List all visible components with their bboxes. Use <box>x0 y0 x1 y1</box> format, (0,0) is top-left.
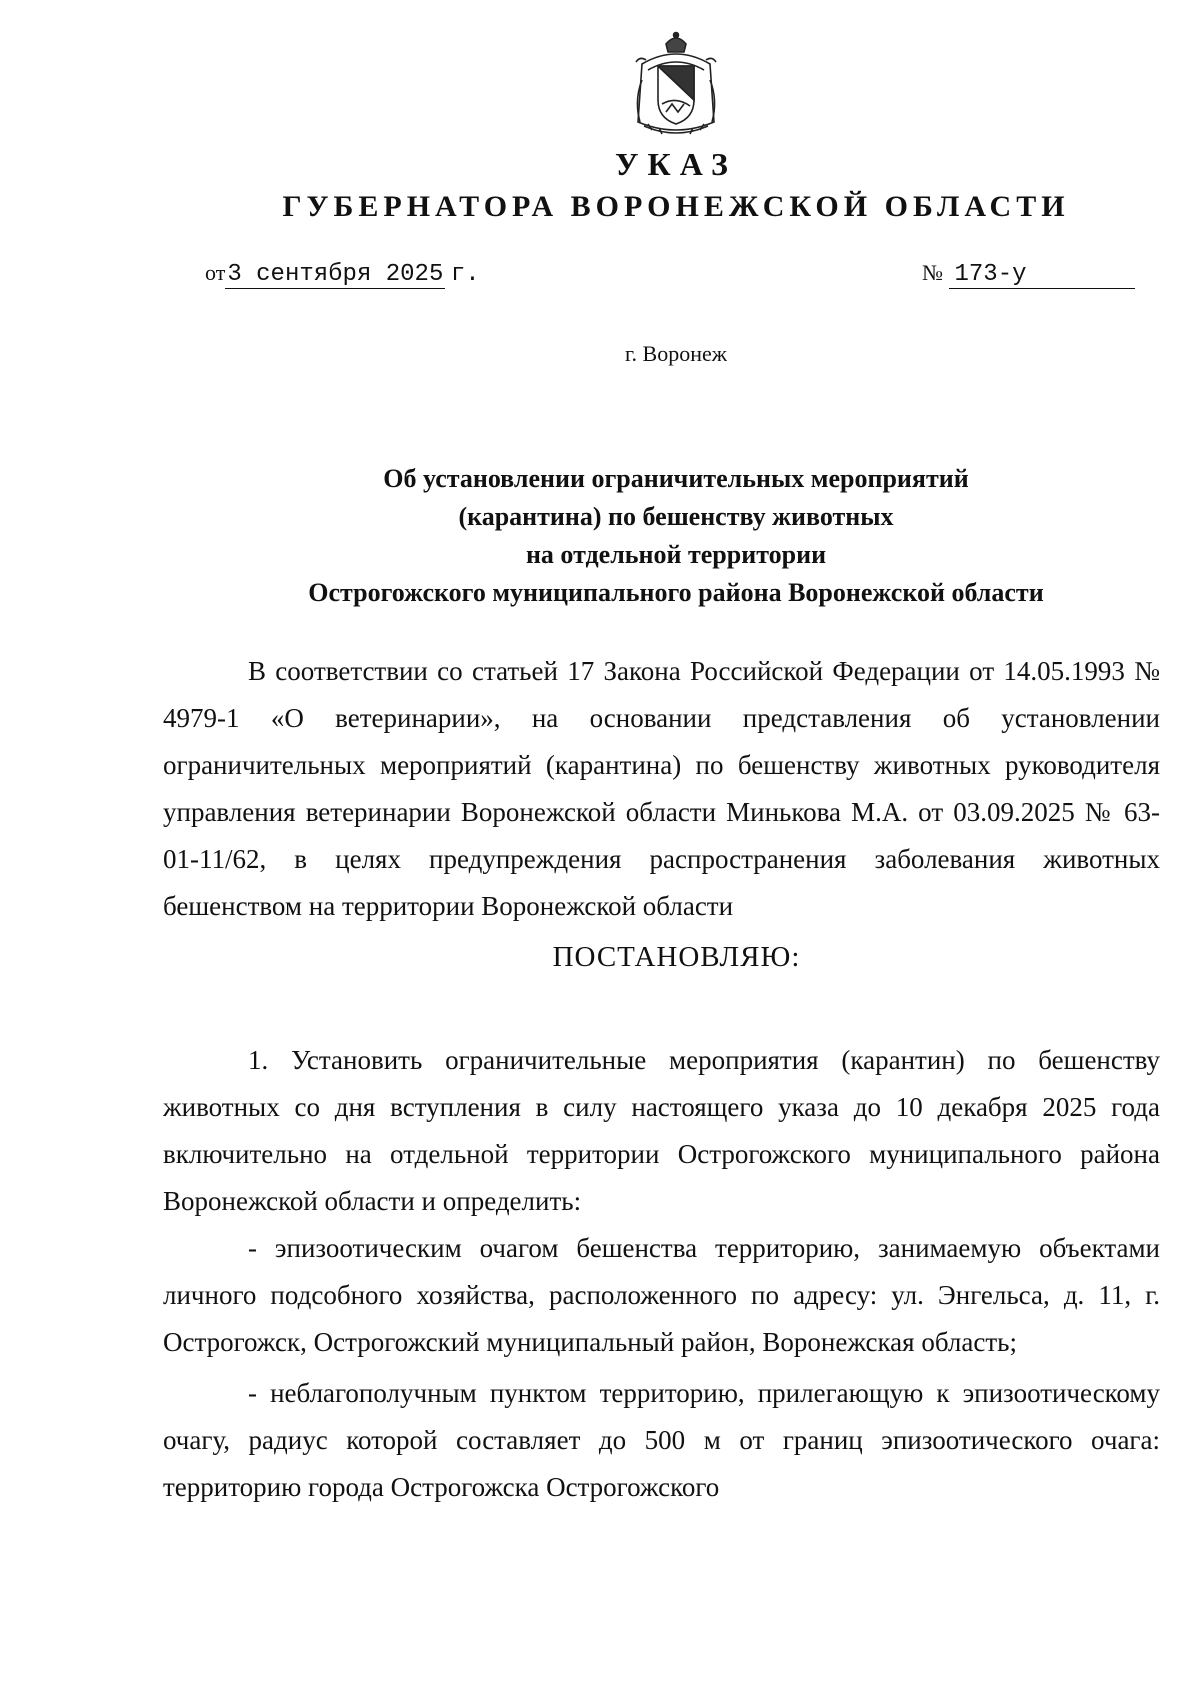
heading-line: на отдельной территории <box>525 540 827 569</box>
date-suffix: г. <box>450 261 480 288</box>
dash-paragraph-1: - эпизоотическим очагом бешенства территорию, занимаемую объектами личного подсобного хозяйства, расположенного по адресу: ул. Энгельса, д. 11, г. Острогожск, Острогожский муниципальный район, Воронежская область; <box>163 1233 1160 1357</box>
heading-line: Об установлении ограничительных мероприятий <box>383 464 969 493</box>
date-value: 3 сентября 2025 <box>227 261 444 288</box>
document-body <box>163 648 1160 1511</box>
heading-line: Острогожского муниципального района Воронежской области <box>308 578 1044 607</box>
document-title: УКАЗ <box>615 146 737 182</box>
document-heading <box>0 460 1200 612</box>
heading-line: (карантина) по бешенству животных <box>458 502 894 531</box>
resolve-heading: ПОСТАНОВЛЯЮ: <box>552 941 801 973</box>
document-date <box>205 260 480 289</box>
preamble-paragraph: В соответствии со статьей 17 Закона Российской Федерации от 14.05.1993 № 4979-1 «О ветеринарии», на основании представления об установлении ограничительных мероприятий (карантина) по бешенству животных руководителя управления ветеринарии Воронежской области Минькова М.А. от 03.09.2025 № 63-01-11/62, в целях предупреждения распространения заболевания животных бешенством на территории Воронежской области <box>163 656 1160 921</box>
date-prefix: от <box>205 260 226 285</box>
city-label: г. Воронеж <box>625 341 727 366</box>
document-number <box>922 260 1135 289</box>
number-prefix: № <box>922 260 943 285</box>
number-value: 173-у <box>949 261 1135 289</box>
dash-paragraph-2: - неблагополучным пунктом территорию, прилегающую к эпизоотическому очагу, радиус которой составляет до 500 м от границ эпизоотического очага: территорию города Острогожска Острогожского <box>163 1378 1160 1502</box>
item-1-paragraph: 1. Установить ограничительные мероприятия (карантин) по бешенству животных со дня вступления в силу настоящего указа до 10 декабря 2025 года включительно на отдельной территории Острогожского муниципального района Воронежской области и определить: <box>163 1045 1160 1216</box>
coat-of-arms-icon <box>622 30 730 140</box>
document-subtitle: ГУБЕРНАТОРА ВОРОНЕЖСКОЙ ОБЛАСТИ <box>282 190 1070 223</box>
